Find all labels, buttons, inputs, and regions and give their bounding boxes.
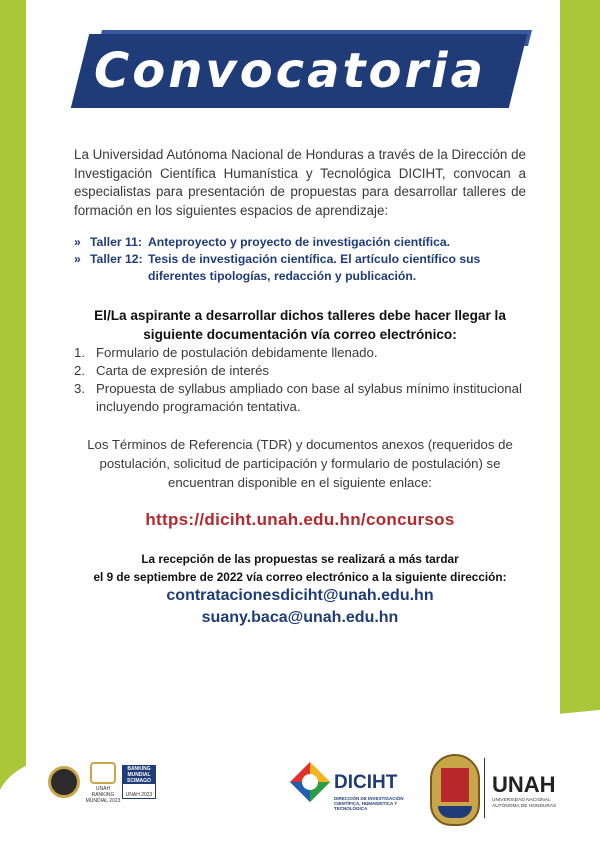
list-text: Propuesta de syllabus ampliado con base al sylabus mínimo institucional incluyendo programación tentativa. (96, 381, 522, 414)
scimago-caption-top: BANKING MUNDIAL SCIMAGO (123, 766, 155, 784)
tdr-paragraph: Los Términos de Referencia (TDR) y documentos anexos (requeridos de postulación, solicitud de participación y formulario de postulación) se encuentran disponible en el siguiente enlace: (87, 437, 513, 490)
workshop-label: Taller 11: (90, 235, 142, 249)
workshop-text: Anteproyecto y proyecto de investigación científica. (148, 235, 451, 249)
diciht-subtitle: DIRECCIÓN DE INVESTIGACIÓN CIENTÍFICA, HUMANÍSTICA Y TECNOLÓGICA (334, 796, 404, 811)
email-link-suany[interactable]: suany.baca@unah.edu.hn (201, 609, 399, 626)
scimago-caption-bottom: UNAH 2023 (125, 792, 153, 798)
requirement-heading: El/La aspirante a desarrollar dichos talleres debe hacer llegar la siguiente documentación vía correo electrónico: (94, 308, 506, 342)
workshop-text: Tesis de investigación científica. El artículo científico sus diferentes tipologías, redacción y publicación. (148, 252, 481, 283)
unah-subtitle: UNIVERSIDAD NACIONAL AUTÓNOMA DE HONDURAS (492, 798, 557, 809)
document-list (74, 344, 534, 416)
scimago-badge (122, 765, 156, 799)
email-link-contrataciones[interactable]: contratacionesdiciht@unah.edu.hn (166, 587, 434, 604)
list-number: 3. (74, 381, 85, 396)
list-item (74, 362, 534, 380)
unah-name: UNAH (492, 772, 556, 797)
ranking-seal-icon (48, 766, 80, 798)
contest-link[interactable]: https://diciht.unah.edu.hn/concursos (145, 510, 455, 529)
list-item (74, 344, 534, 362)
unah-seal-icon (430, 754, 480, 826)
seal-base (438, 806, 472, 818)
chevron-right-icon: » (74, 252, 81, 266)
page-title: Convocatoria (94, 43, 486, 99)
ranking-badge-icon (90, 762, 116, 784)
list-text: Carta de expresión de interés (96, 363, 270, 378)
footer (0, 710, 600, 847)
workshop-list (74, 234, 534, 285)
list-number: 2. (74, 363, 85, 378)
chevron-right-icon: » (74, 235, 81, 249)
list-item (74, 380, 534, 416)
workshop-item (74, 234, 534, 251)
diciht-name: DICIHT (334, 772, 398, 793)
intro-paragraph: La Universidad Autónoma Nacional de Honduras a través de la Dirección de Investigación Científica Humanística y Tecnológica DICIHT, convocan a especialistas para presentación de propuestas para desarrollar talleres de formación en los siguientes espacios de aprendizaje: (74, 147, 526, 218)
list-number: 1. (74, 345, 85, 360)
workshop-label: Taller 12: (90, 252, 143, 266)
reception-line: La recepción de las propuestas se realizará a más tardar (141, 552, 459, 566)
ranking-caption: UNAH RANKING MUNDIAL 2023 (85, 786, 121, 804)
seal-inner (441, 768, 469, 802)
reception-line: el 9 de septiembre de 2022 vía correo electrónico a la siguiente dirección: (93, 570, 507, 584)
workshop-item (74, 251, 534, 285)
list-text: Formulario de postulación debidamente llenado. (96, 345, 378, 360)
reception-notice (74, 550, 526, 586)
diciht-logo-icon (290, 762, 330, 802)
footer-divider (484, 758, 485, 818)
